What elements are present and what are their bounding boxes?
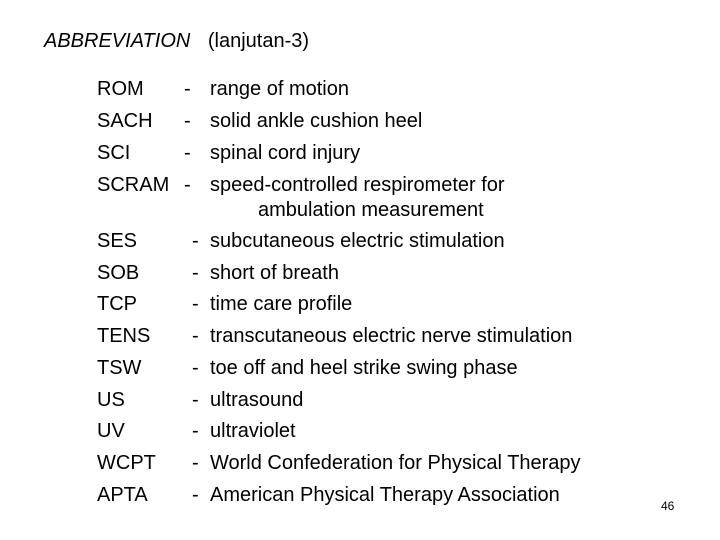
abbreviation: SES (97, 230, 138, 252)
page-number: 46 (661, 499, 675, 513)
abbreviation: APTA (97, 484, 148, 506)
separator-dash: - (192, 389, 199, 411)
separator-dash: - (192, 484, 199, 506)
separator-dash: - (192, 293, 199, 315)
abbreviation: WCPT (97, 452, 156, 474)
definition: solid ankle cushion heel (210, 110, 423, 132)
separator-dash: - (184, 78, 191, 100)
slide-title (44, 30, 309, 53)
separator-dash: - (192, 357, 199, 379)
separator-dash: - (192, 230, 199, 252)
title-subtitle: (lanjutan-3) (207, 30, 310, 52)
abbreviation: SACH (97, 110, 153, 132)
definition: time care profile (210, 293, 353, 315)
definition: ultraviolet (210, 420, 296, 442)
definition: spinal cord injury (210, 142, 361, 164)
definition: speed-controlled respirometer for (210, 174, 505, 196)
definition: transcutaneous electric nerve stimulation (210, 325, 573, 347)
abbreviation: US (97, 389, 125, 411)
abbreviation: TCP (97, 293, 137, 315)
definition: toe off and heel strike swing phase (210, 357, 518, 379)
abbreviation: SCRAM (97, 174, 170, 196)
abbreviation: ROM (97, 78, 144, 100)
abbreviation: UV (97, 420, 125, 442)
definition: ultrasound (210, 389, 304, 411)
separator-dash: - (192, 452, 199, 474)
separator-dash: - (184, 174, 191, 196)
separator-dash: - (192, 420, 199, 442)
separator-dash: - (192, 262, 199, 284)
separator-dash: - (192, 325, 199, 347)
definition: subcutaneous electric stimulation (210, 230, 505, 252)
definition-continuation: ambulation measurement (258, 199, 484, 221)
definition: World Confederation for Physical Therapy (210, 452, 581, 474)
definition: short of breath (210, 262, 339, 284)
definition: American Physical Therapy Association (210, 484, 560, 506)
abbreviation: SCI (97, 142, 131, 164)
title-main: ABBREVIATION (44, 30, 191, 52)
abbreviation: TENS (97, 325, 151, 347)
separator-dash: - (184, 110, 191, 132)
separator-dash: - (184, 142, 191, 164)
definition: range of motion (210, 78, 349, 100)
abbreviation: SOB (97, 262, 140, 284)
abbreviation: TSW (97, 357, 142, 379)
